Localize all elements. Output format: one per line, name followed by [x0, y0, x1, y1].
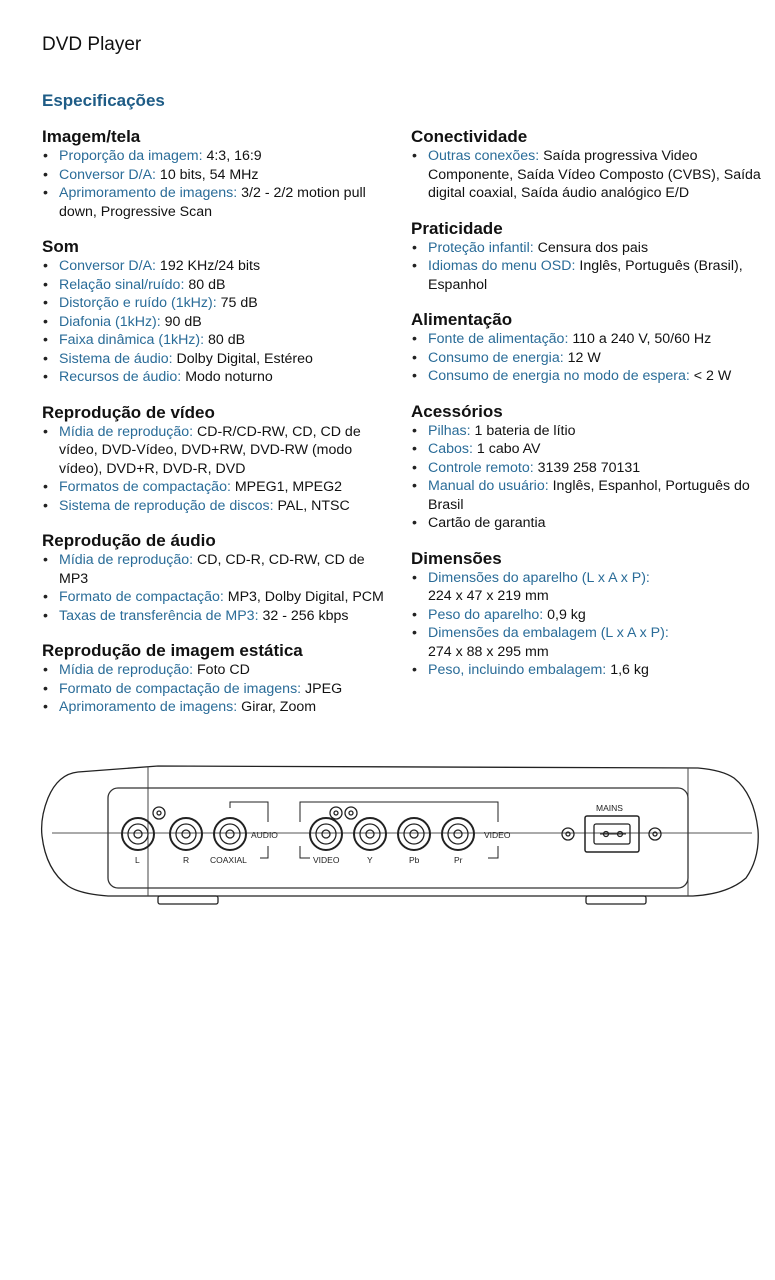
spec-list [411, 239, 763, 295]
spec-item: • Aprimoramento de imagens: 3/2 - 2/2 motion pull down, Progressive Scan [42, 184, 392, 221]
spec-item: • Dimensões da embalagem (L x A x P): 274 x 88 x 295 mm [411, 624, 763, 661]
spec-list [411, 147, 763, 203]
video-right-label: VIDEO [484, 830, 511, 840]
spec-item: • Consumo de energia: 12 W [411, 349, 763, 368]
group-title: Reprodução de imagem estática [42, 641, 303, 660]
spec-item: • Fonte de alimentação: 110 a 240 V, 50/60 Hz [411, 330, 763, 349]
group-title: Imagem/tela [42, 127, 141, 146]
spec-list [42, 257, 392, 387]
video-bottom-label: VIDEO [313, 855, 340, 865]
mains-label: MAINS [596, 803, 623, 813]
spec-item: • Taxas de transferência de MP3: 32 - 256 kbps [42, 607, 392, 626]
spec-group [42, 127, 392, 221]
spec-item: • Distorção e ruído (1kHz): 75 dB [42, 294, 392, 313]
pb-jack [398, 818, 430, 850]
spec-group [411, 127, 763, 203]
spec-item: • Diafonia (1kHz): 90 dB [42, 313, 392, 332]
spec-item: • Proteção infantil: Censura dos pais [411, 239, 763, 258]
spec-item: • Proporção da imagem: 4:3, 16:9 [42, 147, 392, 166]
spec-group [42, 403, 392, 516]
spec-item: • Sistema de reprodução de discos: PAL, NTSC [42, 497, 392, 516]
coaxial-jack [214, 818, 246, 850]
spec-item: • Formato de compactação: MP3, Dolby Digital, PCM [42, 588, 392, 607]
spec-item: • Peso do aparelho: 0,9 kg [411, 606, 763, 625]
group-title: Praticidade [411, 218, 503, 238]
spec-item: • Sistema de áudio: Dolby Digital, Estéreo [42, 350, 392, 369]
spec-item: • Consumo de energia no modo de espera: < 2 W [411, 367, 763, 386]
right-column [411, 127, 763, 696]
video-jack [310, 818, 342, 850]
spec-item: • Manual do usuário: Inglês, Espanhol, Português do Brasil [411, 477, 763, 514]
section-title: Especificações [42, 91, 165, 110]
spec-item: • Faixa dinâmica (1kHz): 80 dB [42, 331, 392, 350]
group-title: Alimentação [411, 310, 513, 329]
spec-item: • Conversor D/A: 10 bits, 54 MHz [42, 166, 392, 185]
spec-list [411, 330, 763, 386]
spec-list [42, 551, 392, 625]
spec-item: • Cartão de garantia [411, 514, 763, 533]
spec-item: • Pilhas: 1 bateria de lítio [411, 422, 763, 441]
spec-list [42, 661, 392, 717]
spec-item: • Controle remoto: 3139 258 70131 [411, 459, 763, 478]
spec-item: • Idiomas do menu OSD: Inglês, Português (Brasil), Espanhol [411, 257, 763, 294]
spec-group [42, 531, 392, 625]
coaxial-label: COAXIAL [210, 855, 247, 865]
y-label: Y [367, 855, 373, 865]
spec-group [411, 219, 763, 295]
spec-list [42, 147, 392, 221]
spec-group [42, 641, 392, 717]
spec-item: • Formato de compactação de imagens: JPEG [42, 680, 392, 699]
spec-item: • Formatos de compactação: MPEG1, MPEG2 [42, 478, 392, 497]
spec-item: • Mídia de reprodução: CD, CD-R, CD-RW, CD de MP3 [42, 551, 392, 588]
spec-item: • Outras conexões: Saída progressiva Video Componente, Saída Vídeo Composto (CVBS), Saída digital coaxial, Saída áudio analógico E/D [411, 147, 763, 203]
audio-label: AUDIO [251, 830, 278, 840]
spec-group [411, 402, 763, 533]
spec-list [411, 422, 763, 533]
group-title: Dimensões [411, 548, 502, 568]
spec-item: • Mídia de reprodução: Foto CD [42, 661, 392, 680]
spec-list [411, 569, 763, 680]
spec-item: • Conversor D/A: 192 KHz/24 bits [42, 257, 392, 276]
document-header: DVD Player [42, 34, 142, 55]
spec-item: • Mídia de reprodução: CD-R/CD-RW, CD, CD de vídeo, DVD-Vídeo, DVD+RW, DVD-RW (modo vídeo), DVD+R, DVD-R, DVD [42, 423, 392, 479]
group-title: Conectividade [411, 127, 528, 146]
spec-group [411, 549, 763, 680]
pb-label: Pb [409, 855, 420, 865]
spec-group [42, 237, 392, 387]
device-rear-panel-illustration [38, 758, 763, 913]
spec-item: • Aprimoramento de imagens: Girar, Zoom [42, 698, 392, 717]
left-column [42, 127, 392, 733]
group-title: Reprodução de áudio [42, 531, 216, 550]
spec-item: • Relação sinal/ruído: 80 dB [42, 276, 392, 295]
r-label: R [183, 855, 190, 865]
group-title: Som [42, 237, 79, 256]
spec-list [42, 423, 392, 516]
pr-label: Pr [454, 855, 463, 865]
spec-group [411, 310, 763, 386]
spec-item: • Peso, incluindo embalagem: 1,6 kg [411, 661, 763, 680]
l-label: L [135, 855, 140, 865]
audio-l-jack [122, 818, 154, 850]
pr-jack [442, 818, 474, 850]
spec-item: • Recursos de áudio: Modo noturno [42, 368, 392, 387]
group-title: Reprodução de vídeo [42, 402, 215, 422]
audio-r-jack [170, 818, 202, 850]
spec-item: • Cabos: 1 cabo AV [411, 440, 763, 459]
group-title: Acessórios [411, 401, 503, 421]
spec-item: • Dimensões do aparelho (L x A x P): 224 x 47 x 219 mm [411, 569, 763, 606]
y-jack [354, 818, 386, 850]
